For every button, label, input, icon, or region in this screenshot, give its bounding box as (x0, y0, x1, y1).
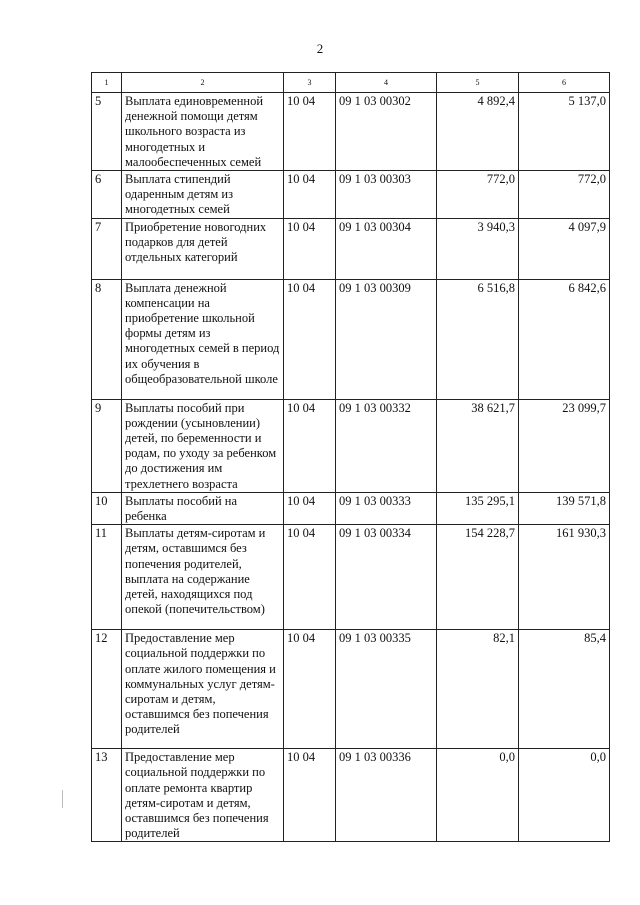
table-row (92, 279, 610, 399)
row-number: 12 (92, 630, 122, 749)
row-number: 9 (92, 399, 122, 492)
row-code: 09 1 03 00309 (336, 279, 437, 399)
row-section: 10 04 (284, 171, 336, 219)
row-section: 10 04 (284, 749, 336, 842)
row-value-1: 38 621,7 (437, 399, 519, 492)
table-row (92, 171, 610, 219)
row-name: Выплата стипендий одаренным детям из многодетных семей (122, 171, 284, 219)
row-number: 6 (92, 171, 122, 219)
row-name: Предоставление мер социальной поддержки по оплате ремонта квартир детям-сиротам и детям, оставшимся без попечения родителей (122, 749, 284, 842)
row-name: Выплата единовременной денежной помощи детям школьного возраста из многодетных и малообеспеченных семей (122, 93, 284, 171)
table-row (92, 630, 610, 749)
row-section: 10 04 (284, 630, 336, 749)
header-col-3: 3 (284, 73, 336, 93)
table-row (92, 525, 610, 630)
table-row (92, 749, 610, 842)
row-number: 10 (92, 492, 122, 524)
row-value-2: 0,0 (519, 749, 610, 842)
row-value-2: 4 097,9 (519, 218, 610, 279)
header-col-2: 2 (122, 73, 284, 93)
row-value-1: 0,0 (437, 749, 519, 842)
table-row (92, 218, 610, 279)
header-col-4: 4 (336, 73, 437, 93)
row-code: 09 1 03 00334 (336, 525, 437, 630)
row-code: 09 1 03 00302 (336, 93, 437, 171)
row-value-2: 161 930,3 (519, 525, 610, 630)
header-col-6: 6 (519, 73, 610, 93)
row-section: 10 04 (284, 218, 336, 279)
budget-table (91, 72, 610, 842)
table-row (92, 492, 610, 524)
row-code: 09 1 03 00335 (336, 630, 437, 749)
header-col-1: 1 (92, 73, 122, 93)
row-value-1: 154 228,7 (437, 525, 519, 630)
page-number: 2 (316, 41, 324, 56)
row-name: Приобретение новогодних подарков для детей отдельных категорий (122, 218, 284, 279)
row-name: Выплаты пособий при рождении (усыновлении) детей, по беременности и родам, по уходу за ребенком до достижения им трехлетнего возраста (122, 399, 284, 492)
row-code: 09 1 03 00333 (336, 492, 437, 524)
row-section: 10 04 (284, 93, 336, 171)
row-section: 10 04 (284, 399, 336, 492)
row-section: 10 04 (284, 525, 336, 630)
row-value-1: 6 516,8 (437, 279, 519, 399)
row-number: 8 (92, 279, 122, 399)
table-row (92, 399, 610, 492)
row-value-1: 772,0 (437, 171, 519, 219)
scan-artifact (62, 790, 63, 808)
row-name: Предоставление мер социальной поддержки по оплате жилого помещения и коммунальных услуг детям-сиротам и детям, оставшимся без попечения родителей (122, 630, 284, 749)
row-code: 09 1 03 00336 (336, 749, 437, 842)
row-name: Выплаты детям-сиротам и детям, оставшимся без попечения родителей, выплата на содержание детей, находящихся под опекой (попечительством) (122, 525, 284, 630)
row-code: 09 1 03 00304 (336, 218, 437, 279)
row-code: 09 1 03 00332 (336, 399, 437, 492)
row-section: 10 04 (284, 492, 336, 524)
row-value-2: 6 842,6 (519, 279, 610, 399)
row-value-2: 139 571,8 (519, 492, 610, 524)
row-value-1: 82,1 (437, 630, 519, 749)
row-code: 09 1 03 00303 (336, 171, 437, 219)
row-name: Выплата денежной компенсации на приобретение школьной формы детям из многодетных семей в период их обучения в общеобразовательной школе (122, 279, 284, 399)
row-value-2: 23 099,7 (519, 399, 610, 492)
row-name: Выплаты пособий на ребенка (122, 492, 284, 524)
row-section: 10 04 (284, 279, 336, 399)
row-value-2: 5 137,0 (519, 93, 610, 171)
header-col-5: 5 (437, 73, 519, 93)
header-row (92, 73, 610, 93)
row-number: 13 (92, 749, 122, 842)
row-value-1: 4 892,4 (437, 93, 519, 171)
row-value-1: 3 940,3 (437, 218, 519, 279)
row-value-1: 135 295,1 (437, 492, 519, 524)
row-value-2: 772,0 (519, 171, 610, 219)
row-number: 7 (92, 218, 122, 279)
row-number: 5 (92, 93, 122, 171)
row-number: 11 (92, 525, 122, 630)
table-row (92, 93, 610, 171)
row-value-2: 85,4 (519, 630, 610, 749)
